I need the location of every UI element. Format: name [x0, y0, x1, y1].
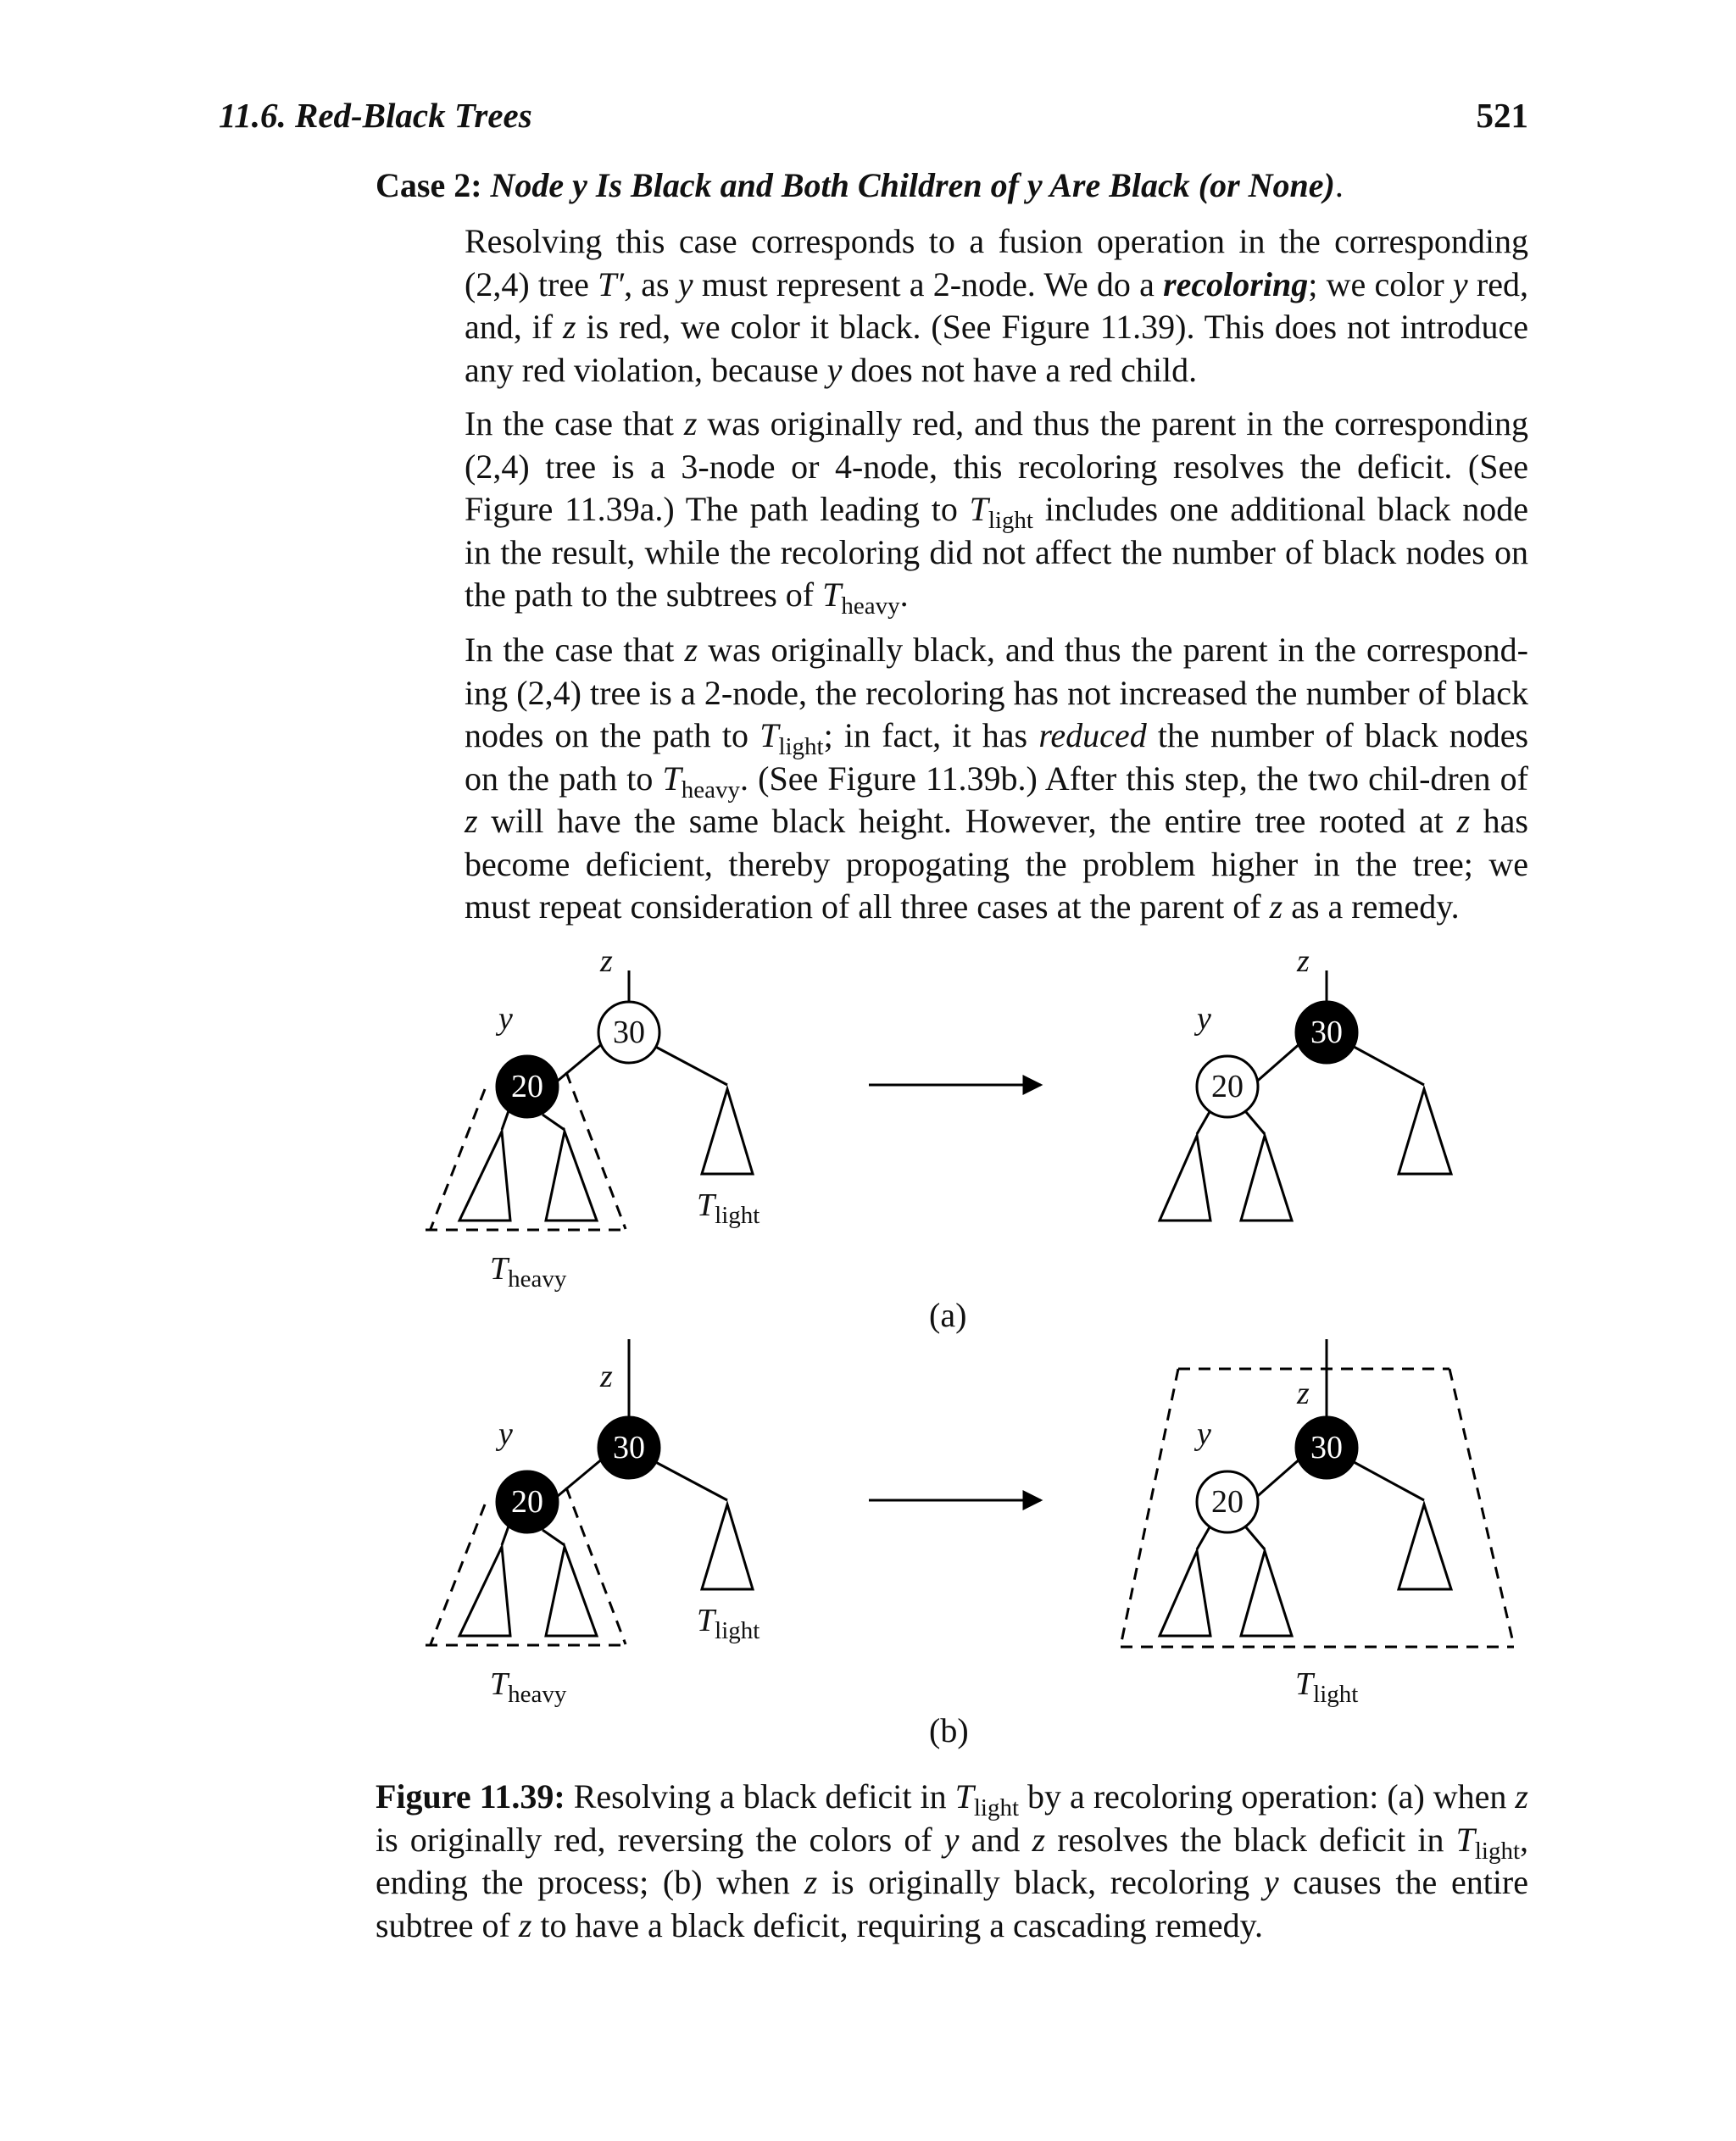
math-T: T: [822, 576, 842, 614]
text: Resolving a black deficit in: [565, 1777, 955, 1816]
text: has become deficient, thereby propogating the problem higher in the tree; we must repeat consideration of all three cases at the parent of: [465, 802, 1528, 926]
label-y: y: [498, 1416, 513, 1452]
subscript: light: [1474, 1837, 1520, 1865]
text: is red, we color it black. (See Figure 11.39). This does not introduce any red violation, because: [465, 308, 1528, 389]
subscript: light: [988, 507, 1033, 534]
math-z: z: [684, 631, 698, 669]
text: . (See Figure 11.39b.) After this step, the two chil-dren of: [740, 759, 1528, 798]
subscript: light: [973, 1794, 1020, 1821]
section-title: 11.6. Red-Black Trees: [219, 96, 532, 135]
math-z: z: [804, 1863, 818, 1901]
text: ; in fact, it has: [823, 716, 1039, 754]
case-heading: [376, 165, 1344, 205]
math-z: z: [563, 308, 576, 346]
emphasis: reduced: [1038, 716, 1147, 754]
text: by a recoloring operation: (a) when: [1019, 1777, 1516, 1816]
math-y: y: [826, 350, 843, 389]
math-z: z: [683, 404, 698, 442]
subscript: heavy: [681, 776, 741, 804]
text: In the case that: [465, 631, 685, 669]
text: is originally black, recoloring: [817, 1863, 1264, 1901]
node-label-20: 20: [1211, 1484, 1244, 1520]
page-number: 521: [1476, 96, 1528, 135]
text: to have a black deficit, requiring a cascading remedy.: [531, 1905, 1263, 1944]
math-T: T: [954, 1777, 974, 1816]
subtree-T-light: [702, 1089, 753, 1174]
subtree-right: [546, 1132, 597, 1221]
figure-drawing: [0, 932, 1736, 1780]
label-y: y: [1197, 1416, 1211, 1452]
math-y: y: [943, 1820, 960, 1859]
text: resolves the black deficit in: [1045, 1820, 1456, 1859]
node-label-30: 30: [1310, 1015, 1343, 1050]
paragraph-2: [465, 403, 1529, 620]
text: ; we color: [1308, 264, 1453, 303]
text: , as: [624, 264, 678, 303]
text: causes the entire subtree of: [376, 1863, 1529, 1944]
text: Resolving this case corresponds to a fusion operation in the corresponding: [465, 222, 1528, 260]
math-T: T: [760, 716, 779, 754]
heavy-bracket-left: [431, 1089, 485, 1229]
math-y: y: [1452, 264, 1468, 303]
text: the number of black nodes on the path to: [465, 716, 1529, 798]
node-label-20: 20: [1211, 1069, 1244, 1104]
label-z: z: [600, 1359, 613, 1394]
math-y: y: [677, 264, 693, 303]
math-T-prime: T′: [598, 264, 625, 303]
label-T-light: $T_{light}$: [697, 1187, 760, 1229]
subscript: light: [778, 733, 824, 760]
subtree-left: [459, 1132, 510, 1221]
case-title: Node y Is Black and Both Children of y Are Black (or None): [490, 166, 1335, 204]
term-recoloring: recoloring: [1163, 264, 1309, 303]
figure-11-39: [0, 932, 1736, 1780]
text: includes one additional black node in the result, while the recoloring did not affect the number of black nodes on the path to the subtrees of: [465, 490, 1529, 614]
paragraph-3: [465, 629, 1528, 929]
light-bracket-right: [1449, 1369, 1514, 1646]
text: as a remedy.: [1283, 887, 1460, 926]
tree-b-before: [426, 1339, 753, 1645]
math-T: T: [1455, 1820, 1475, 1859]
math-z: z: [1456, 802, 1471, 840]
text: was originally red, and thus the parent in the corresponding (2,4) tree is a 3-node or 4-node, this recoloring resolves the deficit. (See Figure 11.39a.) The path leading to: [465, 404, 1528, 528]
subtree-T-light: [1399, 1089, 1451, 1174]
text: and: [959, 1820, 1032, 1859]
text: In the case that: [465, 404, 684, 442]
label-z: z: [600, 943, 613, 979]
node-label-30: 30: [613, 1430, 645, 1465]
text: .: [899, 576, 909, 614]
math-T: T: [662, 759, 682, 798]
text: does not have a red child.: [842, 350, 1198, 389]
node-label-20: 20: [511, 1484, 543, 1520]
math-z: z: [518, 1905, 532, 1944]
paragraph-1: [465, 220, 1528, 392]
label-T-light: $T_{light}$: [1295, 1666, 1359, 1708]
subscript: heavy: [841, 592, 900, 620]
math-T: T: [969, 490, 988, 528]
edge-z-y: [553, 1043, 604, 1085]
label-T-heavy: $T_{heavy}$: [490, 1666, 567, 1708]
label-z: z: [1297, 943, 1310, 979]
label-y: y: [1197, 1001, 1211, 1037]
node-label-30: 30: [1310, 1430, 1343, 1465]
case-end: .: [1334, 166, 1344, 204]
running-head: [219, 95, 1528, 146]
light-bracket-left: [1121, 1369, 1178, 1646]
text: must represent a 2-node. We do a: [693, 264, 1164, 303]
math-z: z: [465, 802, 478, 840]
figure-caption: [376, 1776, 1528, 1947]
panel-label-a: (a): [929, 1296, 967, 1334]
tree-b-after: [1121, 1339, 1514, 1647]
text: will have the same black height. However, the entire tree rooted at: [477, 802, 1457, 840]
node-label-30: 30: [613, 1015, 645, 1050]
text: is originally red, reversing the colors of: [376, 1820, 944, 1859]
label-z: z: [1297, 1376, 1310, 1411]
edge-z-right: [648, 1043, 727, 1085]
node-label-20: 20: [511, 1069, 543, 1104]
case-label: Case 2:: [376, 166, 482, 204]
label-T-heavy: $T_{heavy}$: [490, 1251, 567, 1293]
text: (2,4) tree: [465, 264, 598, 303]
text: red, and, if: [465, 264, 1528, 346]
text: was originally black, and thus the parent in the correspond-ing (2,4) tree is a 2-node, the recoloring has not increased the number of black nodes on the path to: [465, 631, 1528, 754]
label-y: y: [498, 1001, 513, 1037]
text: , ending the process; (b) when: [376, 1820, 1528, 1901]
label-T-light: $T_{light}$: [697, 1603, 760, 1644]
math-z: z: [1032, 1820, 1046, 1859]
math-z: z: [1515, 1777, 1528, 1816]
math-y: y: [1263, 1863, 1279, 1901]
math-z: z: [1269, 887, 1283, 926]
caption-label: Figure 11.39:: [376, 1777, 565, 1816]
heavy-bracket-right: [566, 1072, 626, 1229]
panel-label-b: (b): [929, 1711, 969, 1749]
